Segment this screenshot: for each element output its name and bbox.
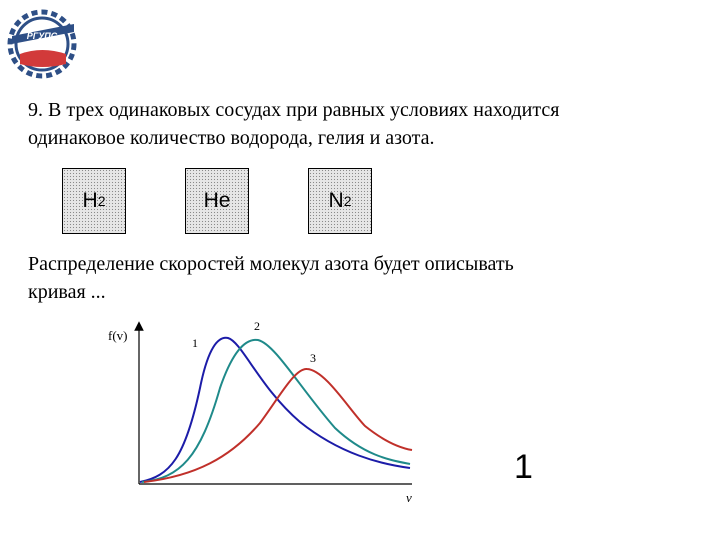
curve-1 (140, 338, 410, 482)
question-text (28, 96, 708, 152)
question-line-2: одинаковое количество водорода, гелия и азота. (28, 127, 435, 149)
curve-1-label: 1 (192, 336, 198, 350)
prompt-line-2: кривая ... (28, 281, 106, 303)
curve-3 (144, 369, 412, 482)
vessel-hydrogen (62, 168, 126, 234)
logo-text: РГУПС (26, 31, 58, 41)
formula-subscript: 2 (97, 193, 106, 209)
distribution-graph (100, 318, 420, 510)
university-logo (4, 6, 80, 82)
formula-base: H (82, 189, 98, 212)
y-axis-label: f(v) (108, 328, 128, 343)
formula-subscript: 2 (343, 193, 352, 209)
curve-3-label: 3 (310, 351, 316, 365)
vessel-nitrogen (308, 168, 372, 234)
formula-base: He (203, 189, 231, 212)
x-axis-label: v (406, 490, 412, 505)
answer-number: 1 (514, 448, 533, 486)
vessel-helium (185, 168, 249, 234)
curve-2 (142, 340, 410, 482)
prompt-text (28, 250, 708, 306)
curve-2-label: 2 (254, 319, 260, 333)
question-line-1: 9. В трех одинаковых сосудах при равных условиях находится (28, 99, 560, 121)
formula-base: N (328, 189, 344, 212)
prompt-line-1: Распределение скоростей молекул азота будет описывать (28, 253, 514, 275)
